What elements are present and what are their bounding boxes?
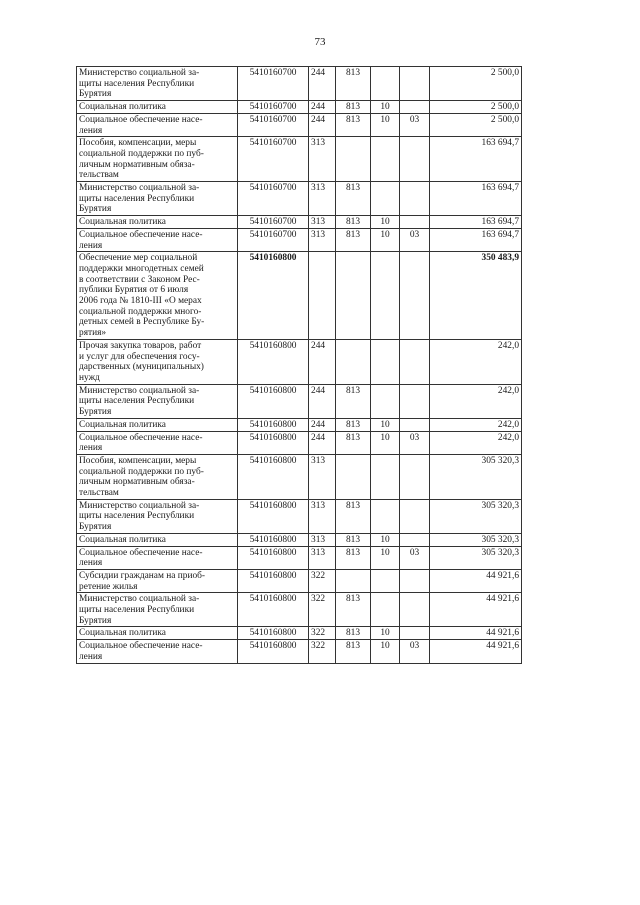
row-code-cell: 5410160700 <box>238 101 309 114</box>
row-admin-code-cell <box>336 454 371 499</box>
row-amount-cell: 242,0 <box>430 418 522 431</box>
row-amount-cell: 163 694,7 <box>430 182 522 216</box>
row-name-line: тельствам <box>79 170 119 181</box>
row-code-cell: 5410160700 <box>238 216 309 229</box>
table-row <box>77 228 522 251</box>
row-amount-cell: 242,0 <box>430 339 522 384</box>
row-admin-code-cell: 813 <box>336 593 371 627</box>
row-code-cell: 5410160800 <box>238 418 309 431</box>
row-name-cell <box>77 384 238 418</box>
row-admin-code-cell: 813 <box>336 627 371 640</box>
row-code-cell: 5410160800 <box>238 533 309 546</box>
row-section-cell <box>371 137 400 182</box>
table-row <box>77 627 522 640</box>
row-subsection-cell: 03 <box>400 431 430 454</box>
row-expense-type-cell: 322 <box>309 569 336 592</box>
row-name-line: Социальная политика <box>79 534 166 545</box>
row-expense-type-cell: 313 <box>309 216 336 229</box>
row-code-cell: 5410160700 <box>238 182 309 216</box>
row-amount-cell: 44 921,6 <box>430 640 522 663</box>
row-name-cell <box>77 339 238 384</box>
row-section-cell <box>371 384 400 418</box>
table-row <box>77 593 522 627</box>
row-name-line: Обеспечение мер социальной <box>79 253 198 264</box>
row-name-line: Бурятия <box>79 615 112 626</box>
row-name-line: Социальная политика <box>79 217 166 228</box>
table-row <box>77 533 522 546</box>
budget-table <box>76 66 522 664</box>
row-amount-cell: 305 320,3 <box>430 533 522 546</box>
row-name-cell <box>77 182 238 216</box>
table-row <box>77 640 522 663</box>
row-admin-code-cell: 813 <box>336 418 371 431</box>
row-name-line: ления <box>79 125 103 136</box>
row-expense-type-cell: 313 <box>309 137 336 182</box>
table-row <box>77 101 522 114</box>
row-code-cell: 5410160800 <box>238 569 309 592</box>
row-name-line: личным нормативным обяза- <box>79 159 195 170</box>
table-row <box>77 418 522 431</box>
row-name-line: нужд <box>79 372 100 383</box>
row-code-cell: 5410160700 <box>238 137 309 182</box>
budget-table-body <box>77 67 522 664</box>
row-subsection-cell <box>400 593 430 627</box>
row-subsection-cell <box>400 67 430 101</box>
row-section-cell <box>371 499 400 533</box>
row-expense-type-cell: 313 <box>309 546 336 569</box>
row-name-line: Социальное обеспечение насе- <box>79 641 203 652</box>
row-section-cell <box>371 593 400 627</box>
row-code-cell: 5410160800 <box>238 431 309 454</box>
row-name-line: Социальное обеспечение насе- <box>79 432 203 443</box>
row-admin-code-cell: 813 <box>336 216 371 229</box>
row-amount-cell: 163 694,7 <box>430 137 522 182</box>
row-section-cell <box>371 339 400 384</box>
row-code-cell: 5410160800 <box>238 627 309 640</box>
row-expense-type-cell: 313 <box>309 533 336 546</box>
row-expense-type-cell: 244 <box>309 67 336 101</box>
row-name-cell <box>77 228 238 251</box>
row-subsection-cell: 03 <box>400 113 430 136</box>
row-section-cell <box>371 569 400 592</box>
row-amount-cell: 44 921,6 <box>430 569 522 592</box>
row-amount-cell: 242,0 <box>430 384 522 418</box>
row-code-cell: 5410160800 <box>238 252 309 340</box>
row-name-line: Бурятия <box>79 407 112 418</box>
row-name-line: ления <box>79 240 103 251</box>
row-name-line: Министерство социальной за- <box>79 68 200 78</box>
row-expense-type-cell: 313 <box>309 499 336 533</box>
row-name-line: Бурятия <box>79 204 112 215</box>
row-name-cell <box>77 137 238 182</box>
row-subsection-cell <box>400 627 430 640</box>
row-name-cell <box>77 101 238 114</box>
row-code-cell: 5410160800 <box>238 384 309 418</box>
row-name-line: публики Бурятия от 6 июля <box>79 285 189 296</box>
row-expense-type-cell: 313 <box>309 454 336 499</box>
row-name-cell <box>77 499 238 533</box>
row-admin-code-cell: 813 <box>336 384 371 418</box>
row-subsection-cell <box>400 182 430 216</box>
row-name-line: Социальная политика <box>79 102 166 113</box>
row-amount-cell: 2 500,0 <box>430 101 522 114</box>
row-section-cell: 10 <box>371 627 400 640</box>
row-section-cell <box>371 67 400 101</box>
row-section-cell: 10 <box>371 228 400 251</box>
row-expense-type-cell: 313 <box>309 182 336 216</box>
row-code-cell: 5410160800 <box>238 499 309 533</box>
row-name-line: ления <box>79 558 103 569</box>
row-amount-cell: 44 921,6 <box>430 627 522 640</box>
row-name-line: ления <box>79 651 103 662</box>
row-expense-type-cell: 322 <box>309 593 336 627</box>
row-name-cell <box>77 640 238 663</box>
row-admin-code-cell <box>336 569 371 592</box>
row-section-cell: 10 <box>371 431 400 454</box>
row-name-line: щиты населения Республики <box>79 396 195 407</box>
row-section-cell: 10 <box>371 113 400 136</box>
row-name-cell <box>77 113 238 136</box>
row-subsection-cell <box>400 454 430 499</box>
row-admin-code-cell: 813 <box>336 546 371 569</box>
row-amount-cell: 305 320,3 <box>430 499 522 533</box>
row-name-cell <box>77 67 238 101</box>
row-name-line: Бурятия <box>79 89 112 100</box>
row-amount-cell: 2 500,0 <box>430 67 522 101</box>
row-code-cell: 5410160800 <box>238 454 309 499</box>
row-amount-cell: 44 921,6 <box>430 593 522 627</box>
row-name-cell <box>77 431 238 454</box>
table-row <box>77 216 522 229</box>
page-number: 73 <box>314 36 326 48</box>
row-section-cell: 10 <box>371 533 400 546</box>
row-name-line: Бурятия <box>79 522 112 533</box>
row-code-cell: 5410160700 <box>238 228 309 251</box>
row-name-line: Министерство социальной за- <box>79 594 200 605</box>
row-name-cell <box>77 627 238 640</box>
table-row <box>77 339 522 384</box>
row-name-line: Министерство социальной за- <box>79 183 200 194</box>
row-name-line: щиты населения Республики <box>79 511 195 522</box>
row-subsection-cell <box>400 339 430 384</box>
row-admin-code-cell <box>336 252 371 340</box>
row-admin-code-cell: 813 <box>336 533 371 546</box>
row-name-line: ления <box>79 443 103 454</box>
row-expense-type-cell: 244 <box>309 431 336 454</box>
row-admin-code-cell: 813 <box>336 113 371 136</box>
row-section-cell: 10 <box>371 216 400 229</box>
row-name-line: Пособия, компенсации, меры <box>79 455 197 466</box>
row-code-cell: 5410160700 <box>238 113 309 136</box>
row-subsection-cell: 03 <box>400 228 430 251</box>
row-name-line: Социальное обеспечение насе- <box>79 229 203 240</box>
row-section-cell: 10 <box>371 418 400 431</box>
row-subsection-cell <box>400 499 430 533</box>
row-expense-type-cell: 322 <box>309 640 336 663</box>
table-row <box>77 182 522 216</box>
row-name-line: дарственных (муниципальных) <box>79 362 204 373</box>
row-name-line: ретение жилья <box>79 581 138 592</box>
row-expense-type-cell: 244 <box>309 418 336 431</box>
row-expense-type-cell: 244 <box>309 384 336 418</box>
row-amount-cell: 305 320,3 <box>430 454 522 499</box>
row-section-cell: 10 <box>371 101 400 114</box>
row-admin-code-cell <box>336 339 371 384</box>
row-name-line: Министерство социальной за- <box>79 500 200 511</box>
row-admin-code-cell <box>336 137 371 182</box>
row-name-cell <box>77 418 238 431</box>
row-name-line: щиты населения Республики <box>79 193 195 204</box>
row-expense-type-cell <box>309 252 336 340</box>
row-name-cell <box>77 569 238 592</box>
row-name-cell <box>77 533 238 546</box>
row-name-line: Социальная политика <box>79 628 166 639</box>
table-row <box>77 67 522 101</box>
row-subsection-cell: 03 <box>400 546 430 569</box>
row-name-line: Социальное обеспечение насе- <box>79 547 203 558</box>
row-amount-cell: 350 483,9 <box>430 252 522 340</box>
row-expense-type-cell: 244 <box>309 339 336 384</box>
table-row <box>77 499 522 533</box>
row-section-cell <box>371 252 400 340</box>
row-name-line: Социальное обеспечение насе- <box>79 114 203 125</box>
row-admin-code-cell: 813 <box>336 182 371 216</box>
row-section-cell <box>371 182 400 216</box>
row-code-cell: 5410160800 <box>238 546 309 569</box>
row-name-line: Социальная политика <box>79 419 166 430</box>
row-name-line: Министерство социальной за- <box>79 385 200 396</box>
row-admin-code-cell: 813 <box>336 228 371 251</box>
row-name-line: и услуг для обеспечения госу- <box>79 351 200 362</box>
row-subsection-cell <box>400 216 430 229</box>
row-name-line: социальной поддержки много- <box>79 306 202 317</box>
row-name-cell <box>77 546 238 569</box>
row-section-cell <box>371 454 400 499</box>
row-name-cell <box>77 216 238 229</box>
row-expense-type-cell: 244 <box>309 101 336 114</box>
row-code-cell: 5410160800 <box>238 640 309 663</box>
row-subsection-cell: 03 <box>400 640 430 663</box>
table-row <box>77 113 522 136</box>
row-expense-type-cell: 322 <box>309 627 336 640</box>
row-name-line: социальной поддержки по пуб- <box>79 466 204 477</box>
row-expense-type-cell: 313 <box>309 228 336 251</box>
row-name-line: Пособия, компенсации, меры <box>79 138 197 149</box>
row-name-line: детных семей в Республике Бу- <box>79 317 205 328</box>
row-subsection-cell <box>400 101 430 114</box>
row-amount-cell: 305 320,3 <box>430 546 522 569</box>
row-name-line: щиты населения Республики <box>79 78 195 89</box>
row-expense-type-cell: 244 <box>309 113 336 136</box>
row-amount-cell: 242,0 <box>430 431 522 454</box>
row-subsection-cell <box>400 384 430 418</box>
table-row <box>77 252 522 340</box>
row-admin-code-cell: 813 <box>336 101 371 114</box>
table-row <box>77 137 522 182</box>
row-name-line: Субсидии гражданам на приоб- <box>79 570 206 581</box>
row-subsection-cell <box>400 137 430 182</box>
row-name-line: щиты населения Республики <box>79 605 195 616</box>
row-section-cell: 10 <box>371 640 400 663</box>
table-row <box>77 546 522 569</box>
row-code-cell: 5410160800 <box>238 593 309 627</box>
row-name-line: в соответствии с Законом Рес- <box>79 274 200 285</box>
row-name-cell <box>77 252 238 340</box>
row-amount-cell: 163 694,7 <box>430 216 522 229</box>
row-admin-code-cell: 813 <box>336 67 371 101</box>
row-name-line: поддержки многодетных семей <box>79 263 204 274</box>
row-admin-code-cell: 813 <box>336 499 371 533</box>
row-code-cell: 5410160800 <box>238 339 309 384</box>
row-name-line: социальной поддержки по пуб- <box>79 148 204 159</box>
row-amount-cell: 163 694,7 <box>430 228 522 251</box>
row-name-line: личным нормативным обяза- <box>79 477 195 488</box>
row-subsection-cell <box>400 569 430 592</box>
table-row <box>77 569 522 592</box>
row-code-cell: 5410160700 <box>238 67 309 101</box>
table-row <box>77 431 522 454</box>
row-name-line: 2006 года № 1810-III «О мерах <box>79 296 202 307</box>
table-row <box>77 454 522 499</box>
row-amount-cell: 2 500,0 <box>430 113 522 136</box>
row-name-line: Прочая закупка товаров, работ <box>79 340 202 351</box>
table-row <box>77 384 522 418</box>
row-name-line: рятия» <box>79 328 107 339</box>
row-name-cell <box>77 454 238 499</box>
row-subsection-cell <box>400 418 430 431</box>
row-subsection-cell <box>400 252 430 340</box>
row-section-cell: 10 <box>371 546 400 569</box>
row-name-line: тельствам <box>79 488 119 499</box>
row-admin-code-cell: 813 <box>336 431 371 454</box>
row-admin-code-cell: 813 <box>336 640 371 663</box>
row-subsection-cell <box>400 533 430 546</box>
row-name-cell <box>77 593 238 627</box>
